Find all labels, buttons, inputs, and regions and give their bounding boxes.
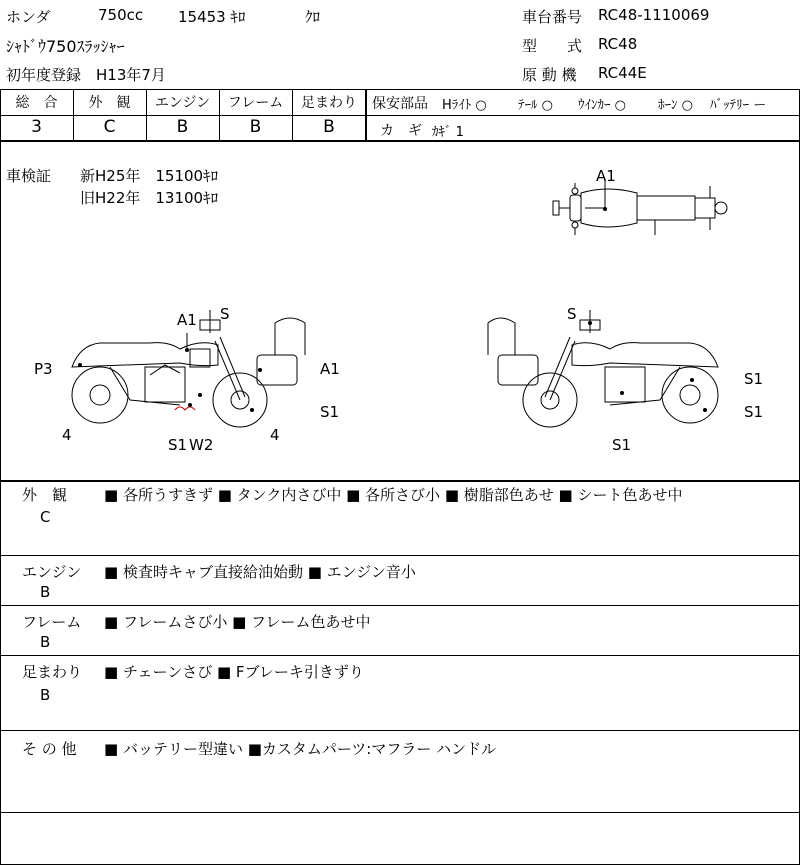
remark-other-label: そ の 他 xyxy=(22,740,77,758)
part-battery: ﾊﾞｯﾃﾘｰ ー xyxy=(710,98,767,113)
grade-total: 3 xyxy=(31,117,42,137)
label-right-s1-b: S1 xyxy=(744,403,764,421)
first-reg-value: H13年7月 xyxy=(96,66,166,84)
remark-frame-text: ■ フレームさび小 ■ フレーム色あせ中 xyxy=(104,613,371,631)
remark-frame-grade: B xyxy=(40,633,51,651)
color: ｸﾛ xyxy=(305,8,321,26)
remark-suspension-text: ■ チェーンさび ■ Fブレーキ引きずり xyxy=(104,663,364,681)
grade-header-engine: エンジン xyxy=(154,95,211,111)
grade-suspension: B xyxy=(323,117,335,137)
remark-engine-label: エンジン xyxy=(22,563,82,581)
label-left-w2: W2 xyxy=(189,436,214,454)
grade-header-frame: フレーム xyxy=(227,95,284,111)
grade-exterior: C xyxy=(103,117,116,137)
grade-header-total: 総 合 xyxy=(15,95,58,111)
bike-right-view xyxy=(480,305,740,435)
maker: ホンダ xyxy=(6,8,51,26)
key-value: ｶｷﾞ 1 xyxy=(432,125,464,140)
part-headlight: Hﾗｲﾄ ○ xyxy=(442,98,487,113)
model-name: ｼｬﾄﾞｳ750ｽﾗｯｼｬｰ xyxy=(6,37,125,56)
grade-header-exterior: 外 観 xyxy=(88,95,131,111)
label-left-s1-wheel: S1 xyxy=(320,403,340,421)
engine-label: 原 動 機 xyxy=(522,66,577,84)
remark-other-text: ■ バッテリー型違い ■カスタムパーツ:マフラー ハンドル xyxy=(104,740,497,758)
engine-value: RC44E xyxy=(598,64,647,82)
label-left-a1: A1 xyxy=(177,311,197,329)
remark-engine-grade: B xyxy=(40,583,51,601)
remark-exterior-text: ■ 各所うすきず ■ タンク内さび中 ■ 各所さび小 ■ 樹脂部色あせ ■ シート色あせ中 xyxy=(104,486,683,504)
remark-exterior-label: 外 観 xyxy=(22,486,68,504)
key-label: カ ギ xyxy=(380,123,422,139)
remark-suspension-grade: B xyxy=(40,686,51,704)
mileage: 15453 ｷﾛ xyxy=(178,8,246,26)
part-horn: ﾎｰﾝ ○ xyxy=(658,98,693,113)
first-reg-label: 初年度登録 xyxy=(6,66,82,84)
chassis-value: RC48-1110069 xyxy=(598,6,710,24)
part-winker: ｳｲﾝｶｰ ○ xyxy=(578,98,626,113)
parts-label: 保安部品 xyxy=(372,96,428,112)
label-left-4-rear: 4 xyxy=(62,426,72,444)
inspection-old: 旧H22年 13100ｷﾛ xyxy=(80,189,219,207)
type-label: 型 式 xyxy=(522,37,583,55)
bike-top-view xyxy=(545,163,745,248)
inspection-label: 車検証 xyxy=(6,167,52,185)
grade-header-suspension: 足まわり xyxy=(301,95,357,111)
label-left-s: S xyxy=(220,305,230,323)
remark-frame-label: フレーム xyxy=(22,613,82,631)
remark-engine-text: ■ 検査時キャブ直接給油始動 ■ エンジン音小 xyxy=(104,563,416,581)
part-tail: ﾃｰﾙ ○ xyxy=(518,98,553,113)
label-right-s1-a: S1 xyxy=(744,370,764,388)
label-left-p3: P3 xyxy=(34,360,53,378)
chassis-label: 車台番号 xyxy=(522,8,583,26)
label-right-s1-bottom: S1 xyxy=(612,436,632,454)
grade-engine: B xyxy=(176,117,189,137)
label-right-s: S xyxy=(567,305,577,323)
label-left-a1-bag: A1 xyxy=(320,360,340,378)
remark-exterior-grade: C xyxy=(40,508,51,526)
inspection-new: 新H25年 15100ｷﾛ xyxy=(80,167,219,185)
grade-frame: B xyxy=(249,117,262,137)
label-left-s1-bottom: S1 xyxy=(168,436,188,454)
label-left-4-front: 4 xyxy=(270,426,280,444)
remark-suspension-label: 足まわり xyxy=(22,663,83,681)
type-value: RC48 xyxy=(598,35,638,53)
displacement: 750cc xyxy=(98,6,144,24)
label-top-a1: A1 xyxy=(596,167,616,185)
